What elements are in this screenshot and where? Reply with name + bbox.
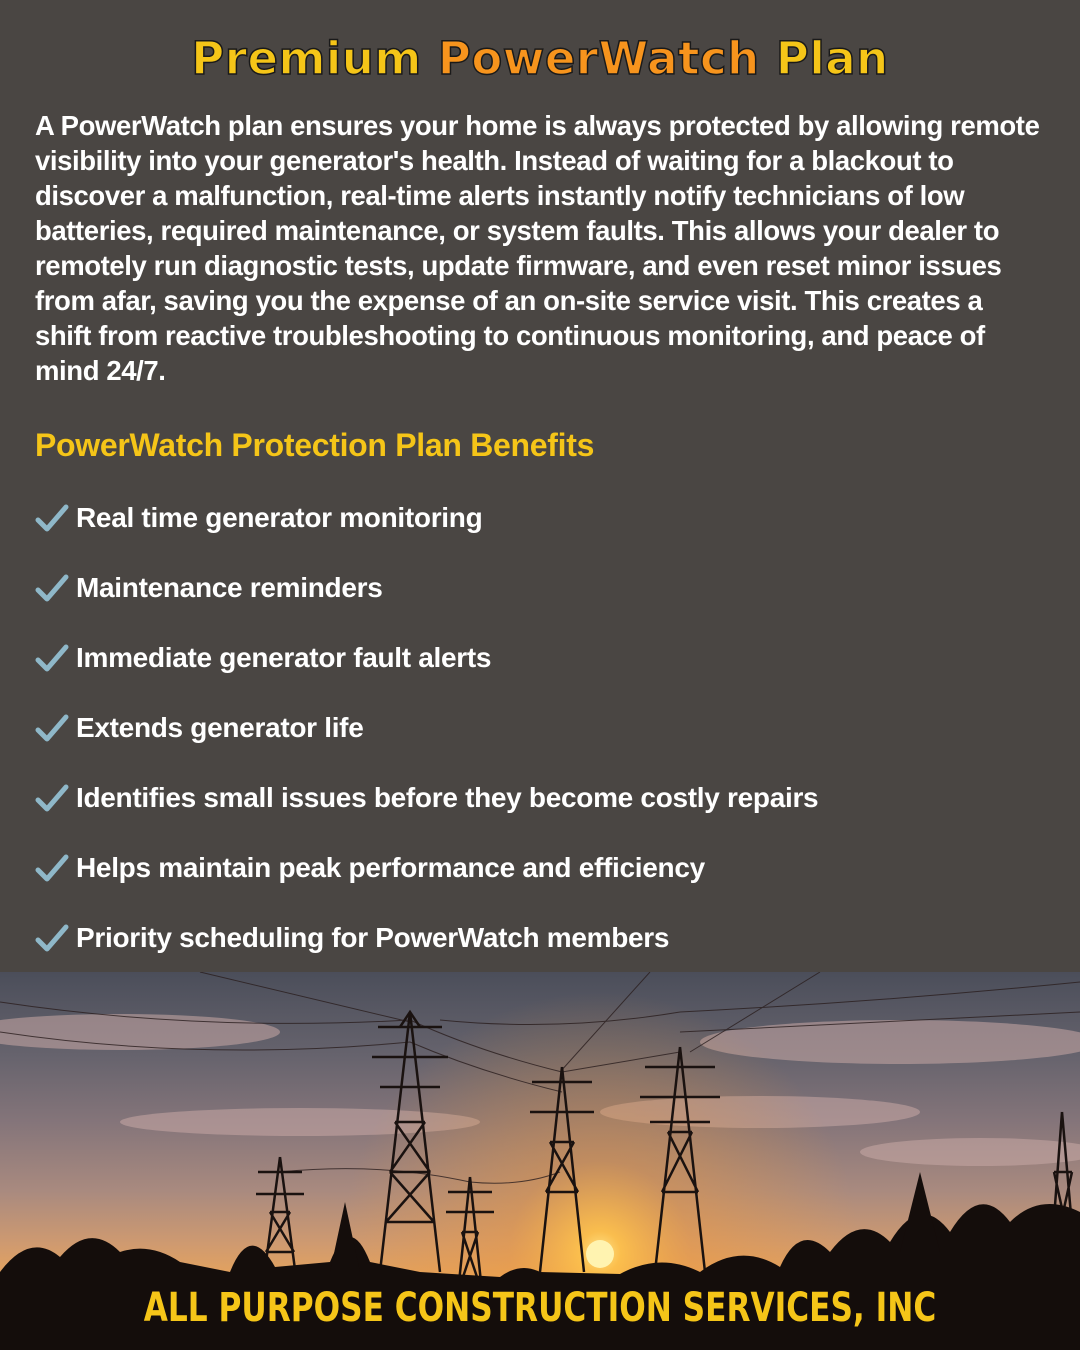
benefit-item bbox=[35, 707, 1035, 777]
benefit-text: Immediate generator fault alerts bbox=[76, 642, 492, 673]
benefit-text: Extends generator life bbox=[76, 712, 364, 743]
company-name: ALL PURPOSE CONSTRUCTION SERVICES, INC bbox=[143, 1285, 937, 1331]
benefits-list bbox=[35, 497, 1035, 987]
title-part-premium: Premium bbox=[191, 32, 422, 85]
benefit-item bbox=[35, 777, 1035, 847]
sun bbox=[586, 1240, 614, 1268]
checkmark-icon bbox=[35, 637, 76, 679]
benefit-text: Identifies small issues before they become costly repairs bbox=[76, 782, 819, 813]
intro-paragraph: A PowerWatch plan ensures your home is always protected by allowing remote visibility into your generator's health. Instead of waiting for a blackout to discover a malfunction, real-time alerts instantly notify technicians of low batteries, required maintenance, or system faults. This allows your dealer to remotely run diagnostic tests, update firmware, and even reset minor issues from afar, saving you the expense of an on-site service visit. This creates a shift from reactive troubleshooting to continuous monitoring, and peace of mind 24/7. bbox=[35, 110, 1040, 386]
checkmark-icon bbox=[35, 567, 76, 609]
checkmark-icon bbox=[35, 777, 76, 819]
benefit-text: Priority scheduling for PowerWatch members bbox=[76, 922, 670, 953]
title-part-plan: Plan bbox=[775, 32, 889, 85]
benefit-text: Real time generator monitoring bbox=[76, 502, 483, 533]
benefit-item bbox=[35, 637, 1035, 707]
checkmark-icon bbox=[35, 497, 76, 539]
title-part-powerwatch: PowerWatch bbox=[437, 32, 760, 85]
page-title bbox=[0, 30, 1080, 88]
benefit-item bbox=[35, 847, 1035, 917]
checkmark-icon bbox=[35, 917, 76, 959]
benefit-item bbox=[35, 497, 1035, 567]
benefit-text: Maintenance reminders bbox=[76, 572, 383, 603]
checkmark-icon bbox=[35, 847, 76, 889]
benefits-heading: PowerWatch Protection Plan Benefits bbox=[35, 427, 595, 463]
benefit-text: Helps maintain peak performance and efficiency bbox=[76, 852, 705, 883]
checkmark-icon bbox=[35, 707, 76, 749]
benefit-item bbox=[35, 567, 1035, 637]
